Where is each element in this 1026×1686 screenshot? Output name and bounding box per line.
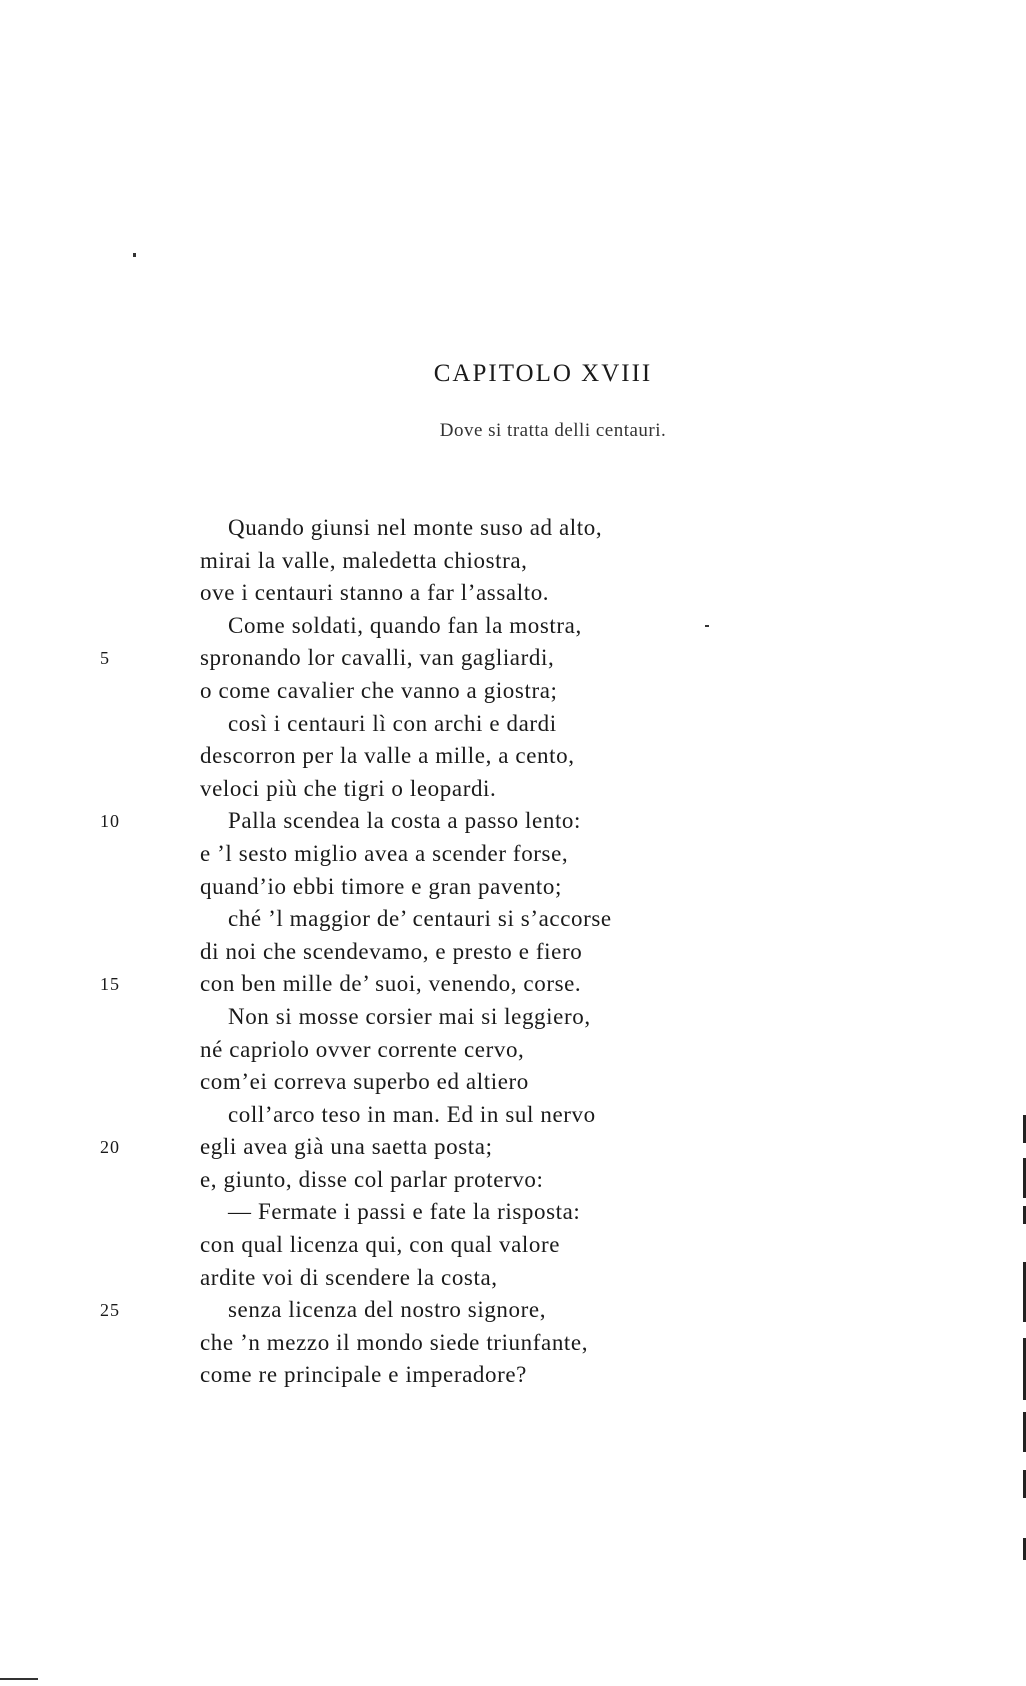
verse-text: con qual licenza qui, con qual valore — [200, 1232, 561, 1258]
stray-mark — [133, 253, 136, 257]
verse-text: coll’arco teso in man. Ed in sul nervo — [228, 1101, 596, 1127]
line-number: 15 — [100, 974, 120, 995]
verse-text: quand’io ebbi timore e gran pavento; — [200, 873, 563, 899]
verse-text: e ’l sesto miglio avea a scender forse, — [200, 840, 569, 866]
verse-text: Quando giunsi nel monte suso ad alto, — [228, 515, 603, 540]
verse-line — [0, 577, 1026, 610]
verse-line — [0, 610, 1026, 643]
verse-text: di noi che scendevamo, e presto e fiero — [200, 938, 583, 964]
verse-line — [0, 1164, 1026, 1197]
verse-line — [0, 1327, 1026, 1360]
verse-text: ardite voi di scendere la costa, — [200, 1264, 498, 1290]
verse-text: Palla scendea la costa a passo lento: — [228, 808, 582, 834]
verse-line — [0, 1359, 1026, 1392]
line-number: 25 — [100, 1300, 120, 1321]
verse-text: descorron per la valle a mille, a cento, — [200, 743, 575, 769]
verse-line — [0, 675, 1026, 708]
verse-line — [0, 1262, 1026, 1295]
chapter-subtitle: Dove si tratta delli centauri. — [439, 420, 667, 441]
verse-line — [0, 871, 1026, 904]
verse-line — [0, 642, 1026, 675]
verse-text: com’ei correva superbo ed altiero — [200, 1069, 529, 1095]
verse-line — [0, 1229, 1026, 1262]
verse-text: così i centauri lì con archi e dardi — [228, 710, 557, 736]
verse-text: ché ’l maggior de’ centauri si s’accorse — [228, 906, 612, 932]
scan-edge-mark — [0, 1678, 38, 1680]
verse-line — [0, 1001, 1026, 1034]
verse-text: o come cavalier che vanno a giostra; — [200, 677, 558, 703]
verse-line — [0, 838, 1026, 871]
verse-text: che ’n mezzo il mondo siede triunfante, — [200, 1329, 589, 1355]
verse-line — [0, 708, 1026, 741]
verse-text: Non si mosse corsier mai si leggiero, — [228, 1003, 591, 1029]
verse-line — [0, 1131, 1026, 1164]
verse-text: — Fermate i passi e fate la risposta: — [228, 1199, 581, 1225]
chapter-title: CAPITOLO XVIII — [433, 360, 653, 387]
verse-line — [0, 1099, 1026, 1132]
verse-text: con ben mille de’ suoi, venendo, corse. — [200, 971, 582, 997]
line-number: 20 — [100, 1137, 120, 1158]
verse-text: ove i centauri stanno a far l’assalto. — [200, 580, 550, 606]
verse-line — [0, 1066, 1026, 1099]
verse-text: mirai la valle, maledetta chiostra, — [200, 547, 528, 573]
verse-line — [0, 903, 1026, 936]
verse-line — [0, 1196, 1026, 1229]
verse-line — [0, 805, 1026, 838]
line-number: 10 — [100, 811, 120, 832]
verse-text: spronando lor cavalli, van gagliardi, — [200, 645, 555, 671]
verse-text: senza licenza del nostro signore, — [228, 1297, 547, 1323]
verse-text: Come soldati, quando fan la mostra, — [228, 612, 582, 638]
verse-line — [0, 740, 1026, 773]
verse-line — [0, 1034, 1026, 1067]
verse-line — [0, 936, 1026, 969]
verse-text: veloci più che tigri o leopardi. — [200, 775, 497, 801]
verse-line — [0, 773, 1026, 806]
verse-text: e, giunto, disse col parlar protervo: — [200, 1166, 544, 1192]
line-number: 5 — [100, 648, 110, 669]
verse-line — [0, 545, 1026, 578]
verse-line — [0, 968, 1026, 1001]
verse-line — [0, 512, 1026, 545]
verse-text: né capriolo ovver corrente cervo, — [200, 1036, 525, 1062]
verse-text: egli avea già una saetta posta; — [200, 1134, 493, 1160]
verse-block — [0, 512, 1026, 1392]
verse-line — [0, 1294, 1026, 1327]
verse-text: come re principale e imperadore? — [200, 1362, 527, 1388]
